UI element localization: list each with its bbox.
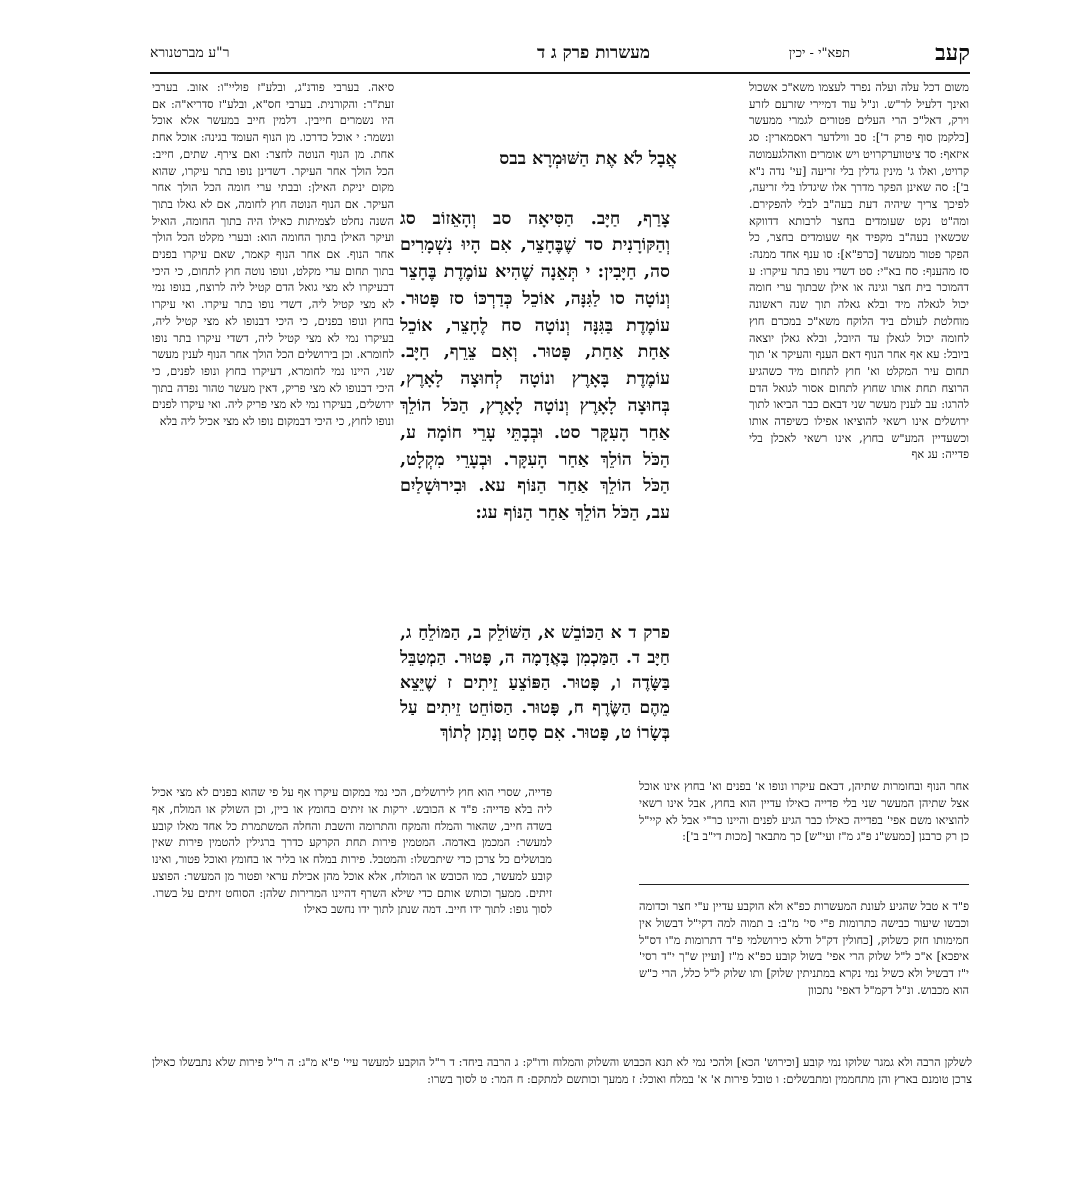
mishna-body: צָרַף, חַיָּב. הַסִּיאָה סב וְהָאֵזוֹב סג וְהַקּוֹרָנִית סד שֶׁבֶּחָצֵר, אִם הָיוּ נִשְׁמָרִים סה, חַיָּבִין: י תְּאֵנָה שֶׁהִיא עוֹמֶדֶת בֶּחָצֵר וְנוֹטָה סו לַגִּנָּה, אוֹכֵל כְּדַרְכּוֹ סז פָּטוּר. עוֹמֶדֶת בַּגִּנָּה וְנוֹטָה סח לֶחָצֵר, אוֹכֵל אַחַת אַחַת, פָּטוּר. וְאִם צֵרֵף, חַיָּב. עוֹמֶדֶת בָּאָרֶץ ונוֹטָה לְחוּצָה לָאָרֶץ, בְּחוּצָה לָאָרֶץ וְנוֹטָה לָאָרֶץ, הַכֹּל הוֹלֵךְ אַחַר הָעִקָּר סט. וּבְבָתֵּי עָרֵי חוֹמָה ע, הַכֹּל הוֹלֵךְ אַחַר הָעִקָּר. וּבְעָרֵי מִקְלָט, הַכֹּל הוֹלֵךְ אַחַר הַנּוֹף עא. וּבִירוּשָׁלַיִם עב, הַכֹּל הוֹלֵךְ אַחַר הַנּוֹף עג:	[400, 208, 670, 524]
section-divider	[639, 884, 969, 885]
bartenura-commentary-text: סיאה. בערבי פודנ"ג, ובלע"ז פוליי"ו: אזוב. בערבי זעת"ר: והקורנית. בערבי חס"א, ובלע"ז סדריא"ה: אם היו נשמרים חייבין. דלמין חייב במעשר אלא אוכל ונשמר: י אוכל כדרכו. מן הנוף העומד בגינה: אוכל אחת אחת. מן הנוף הנוטה לחצר: ואם צירף. שתים, חייב: הכל הולך אחר העיקר. דשדינן נופו בתר עיקרו, שהוא מקום יניקת האילן: ובבתי ערי חומה הכל הולך אחר העיקר. אם הנוף הנוטה חוץ לחומה, אם לא גאלו בתוך השנה נחלט לצמיתות כאילו היה בתוך החומה, הואיל ועיקר האילן בתוך החומה הוא: ובערי מקלט הכל הולך אחר הנוף. אם אחר הנוף קאמר, שאם עיקרו בפנים בתוך תחום ערי מקלט, ונופו נוטה חוץ לתחום, כי היכי דבעיקרו לא מצי גואל הדם קטיל ליה לרוצח, בנופו נמי לא מצי קטיל ליה, דשדי נופו בתר עיקרו. ואי עיקרו בחוץ ונופו בפנים, כי היכי דבנופו לא מצי קטיל ליה, בעיקרו נמי לא מצי קטיל ליה, דשדי עיקרו בתר נופו לחומרא. וכן בירושלים הכל הולך אחר הנוף לענין מעשר שני, היינו נמי לחומרא, דעיקרו בחוץ ונופו לפנים, כי היכי דבנופו לא מצי פריק, דאין מעשר טהור נפדה בתוך ירושלים, בעיקרו נמי לא מצי פריק ליה. ואי עיקרו לפנים ונופו לחוץ, כי היכי דבמקום נופו לא מצי אכיל ליה בלא	[152, 81, 394, 429]
tifyeret-chapter4-text: פ"ד א טבל שהגיע לעונת המעשרות כפ"א ולא הוקבע עדיין ע"י חצר וכדומה וכבשו שיעור כבישה כתרומות פ"י סי' מ"ב: ב תמוה למה דקי"ל דבשול אין חמימותו חזק כשלוק, [כחולין דק"ל ודלא כירושלמי פ"ד דתרומות מ"ו דס"ל איפכא] א"כ ל"ל שלוק הרי אפי' בשול קובע כפ"א מ"ז [ועיין ש"ך י"ד רסי' י"ז דבשיל ולא כשיל נמי נקרא במתניתין שלוק] ותו שלוק ל"ל כלל, הרי כ"ש הוא מכבוש. ונ"ל דקמ"ל דאפי' נתכוון	[639, 900, 969, 997]
page-header	[150, 40, 970, 68]
mishna-top-line: אֲבָל לֹא אֶת הַשּׁוּמְרָא בבס	[499, 149, 677, 169]
header-tractate-title: מעשרות פרק ג ד	[536, 43, 650, 63]
tifyeret-wide-block	[639, 768, 969, 908]
header-divider	[150, 72, 970, 74]
tifyeret-wide-text: אחר הנוף ובחומרות שתיהן, דבאם עיקרו ונופו א' בפנים וא' בחוץ אינו אוכל אצל שתיהן המעשר שני בלי פדייה כאילו עדיין הוא בחוץ, אבל אינו רשאי להוציאו משם אפי' בפדייה כאילו כבר הגיע לפנים והיינו כר"י אבל לא קיי"ל כן רק כרבנן [כמעש"נ פ"ג מ"ז ועי"ש] כך מתבאר [מכות די"ב ב']:	[639, 780, 969, 844]
mishna-chapter-4	[400, 604, 670, 770]
tifyeret-chapter4-block	[639, 888, 969, 1042]
tifyeret-commentary-column	[749, 80, 969, 770]
bartenura-wide-text: פדייה, שסרי הוא חוץ לירושלים, הכי נמי במקום עיקרו אף על פי שהוא בפנים לא מצי אכיל ליה בלא פדייה: פ"ד א הכובש. ירקות או זיתים בחומץ או ביין, וכן השולק או המולח, אף בשדה חייב, שהאור והמלח והמקח והתרומה והשבת והחלה המשתמרת כל אחד מאלו קובע למעשר: המכמן באדמה. המטמין פירות תחת הקרקע כדרך ברגילין להטמין פירות שאין מבושלים כל צרכן כדי שיתבשלו: והמטבל. פירות במלח או בליר או בחומץ ואוכל פטור, ואינו קובע למעשר, כמו הכובש או המולח, אלא אוכל מהן אכילת עראי ופטור מן המעשר: הפוצע זיתים. ממעך וכותש אותם כדי שילא השרף דהיינו המרירות שלהן: הסוחט זיתים על בשרו. לסוך גופו: לתוך ידו חייב. דמה שנתן לתוך ידו נחשב כאילו	[152, 786, 552, 917]
page-footer-notes	[152, 1044, 972, 1116]
header-tifyeret-ref: תפא"י - יכין	[788, 46, 850, 61]
bartenura-wide-block	[152, 774, 552, 1054]
mishna-chapter-4-text: פרק ד א הַכּוֹבֵשׁ א, הַשּׁוֹלֵק ב, הַמּוֹלֵחַ ג, חַיָּב ד. הַמַּכְמִן בָּאֲדָמָה ה, פָּטוּר. הַמְטַבֵּל בַּשָּׂדֶה ו, פָּטוּר. הַפּוֹצֵעַ זֵיתִים ז שֶׁיֵּצֵא מֵהֶם הַשֶּׂרֶף ח, פָּטוּר. הַסּוֹחֵט זֵיתִים עַל בְּשָׂרוֹ ט, פָּטוּר. אִם סָחַט וְנָתַן לְתוֹךְ	[400, 623, 670, 743]
page-number: קעב	[935, 40, 970, 66]
header-bartenura: ר"ע מברטנורא	[150, 45, 230, 61]
footer-notes-text: לשלקן הרבה ולא גמגר שלוקו נמי קובע [וכירוש' הכא] ולהכי נמי לא תנא הכבוש והשלוק והמלוח ודו"ק: ג הרבה ביחד: ד ר"ל הוקבע למעשר עיי' פ"א מ"ג: ה ר"ל פירות שלא נתבשלו כאילן צרכן טומנם בארץ והן מתחממין ומתבשלים: ו טובל פירות א' א' במלח ואוכל: ז ממעך וכותשם למתקם: ח המר: ט לסוך בשרו:	[152, 1056, 972, 1086]
tifyeret-commentary-text: משום דכל עלה ועלה נפרד לעצמו משא"כ אשכול ואינך דלעיל לר"ש. ונ"ל עוד דמיירי שזרעם לזרע וירק, דאל"כ הרי העלים פטורים לגמרי ממעשר [כלקמן סוף פרק ד']: סב ווילדער ראסמארין: סג איזאף: סד ציטווערקרויט ויש אומרים וואהלגעמוטה קרויט, ואלו ג' מינין גדלין בלי זריעה [עי' נדה נ"א ב']: סה שאינן הפקר מדרך אלו שיגדלו בלי זריעה, לפיכך צריך שיהיה דעת בעה"ב לבלי להפקירם. ומה"ט נקט שעומדים בחצר לרבותא דדווקא שכשאין בעה"ב מקפיד אף שעומדים בחצר, כל הפקר פטור ממעשר [כרפ"א]: סו ענף אחד ממנה: סז מהענף: סח בא"י: סט דשדי נופו בתר עיקרו: ע דהמוכר בית חצר וגינה או אילן שבתוך ערי חומה יכול לגאלה מיד ובלא גאלה תוך שנה ראשונה מוחלטת לעולם ביד הלוקח משא"כ במכרם חוץ לחומה יכול לגאלן עד היובל, ובלא גאלן יוצאה ביובל: עא אף אחר הנוף דאם הענף והעיקר א' תוך תחום עיר המקלט וא' חוץ לתחום מיד כשהגיע הרוצח תחת אותו שחוץ לתחום אסור לגואל הדם להרגו: עב לענין מעשר שני דבאם כבר הביאו לתוך ירושלים אינו רשאי להוציאו אפילו כשיפדה אותו וכשעדיין המע"ש בחוץ, אינו רשאי לאכלן בלי פדייה: עג אף	[749, 81, 969, 462]
mishna-main-text	[400, 188, 670, 598]
bartenura-commentary-column	[152, 80, 394, 770]
